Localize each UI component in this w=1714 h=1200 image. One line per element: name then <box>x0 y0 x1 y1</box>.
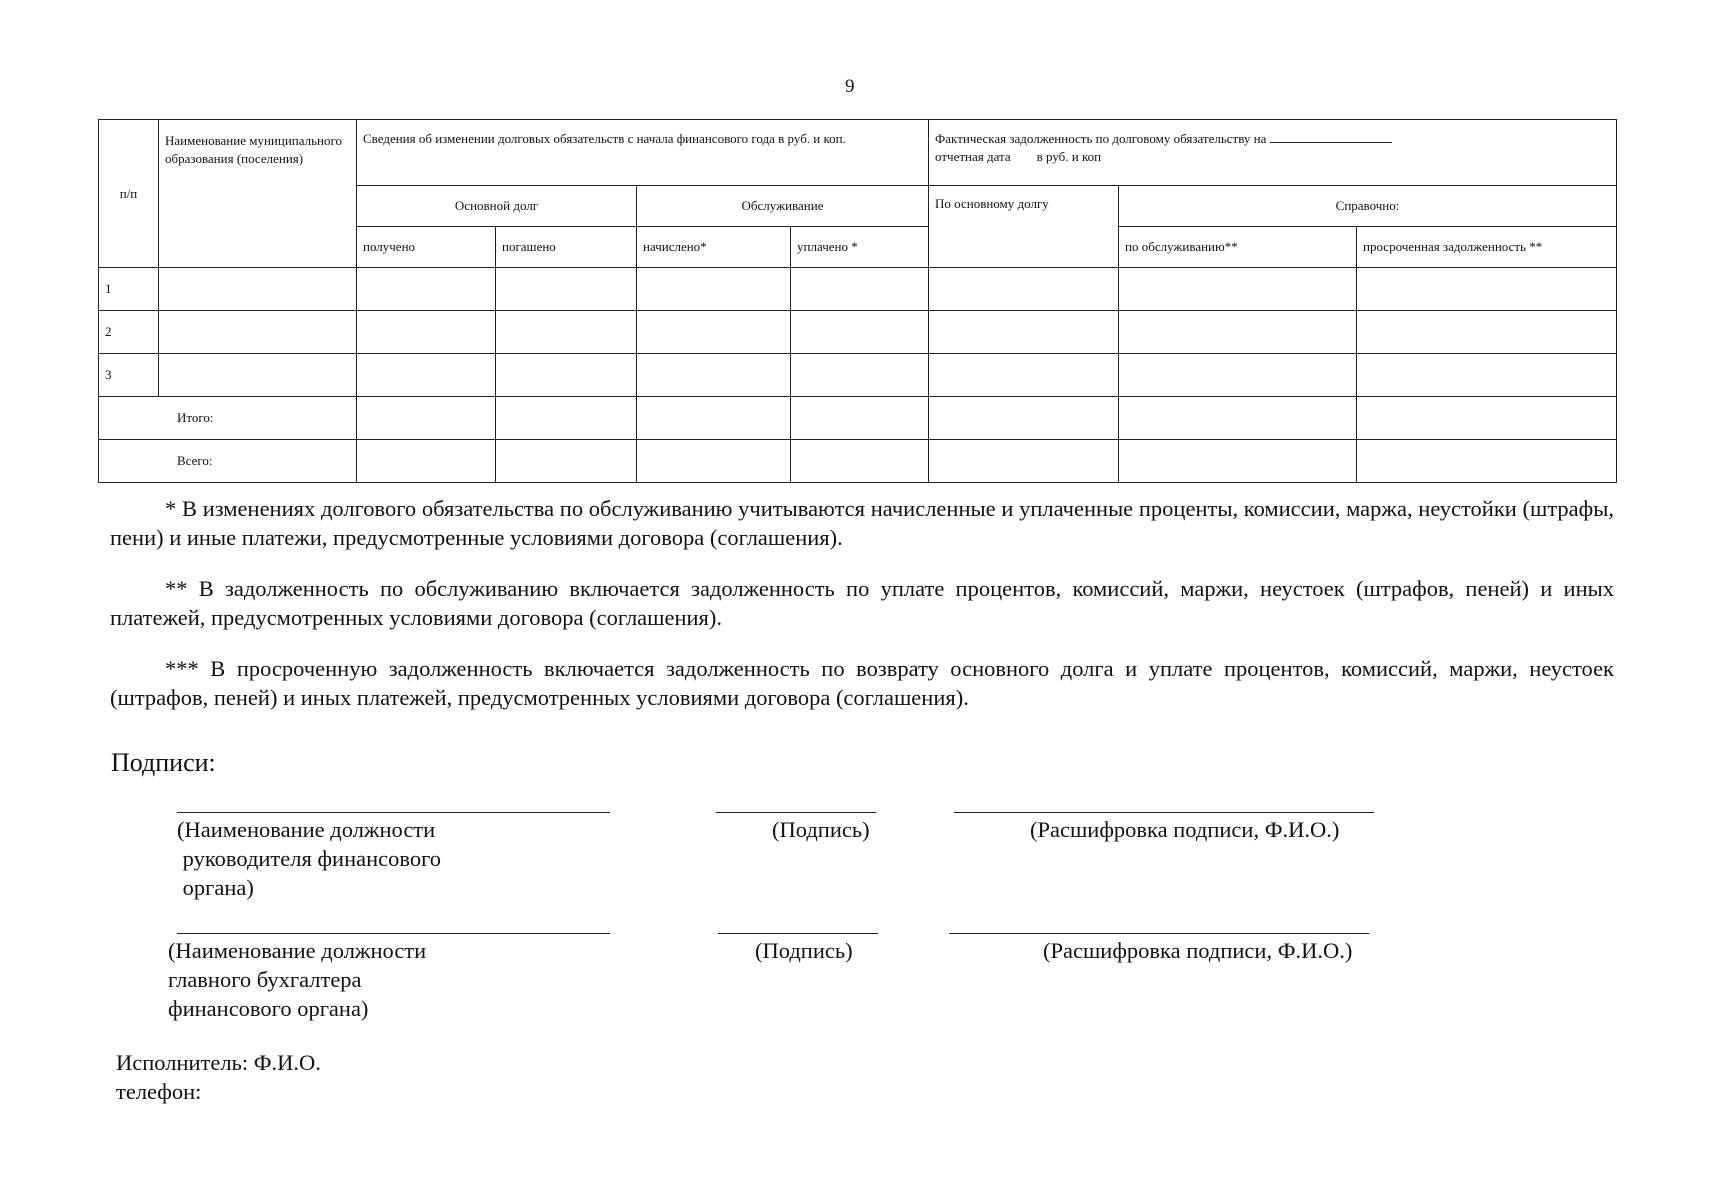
debt-group-header <box>929 120 1617 186</box>
col-name-header: Наименование муниципального образования (поселения) <box>159 120 357 268</box>
date-blank-line <box>1270 130 1392 143</box>
signatures-title: Подписи: <box>111 748 216 777</box>
table-row <box>99 311 1617 354</box>
principal-header: Основной долг <box>357 186 637 227</box>
changes-group-header: Сведения об изменении долговых обязательств с начала финансового года в руб. и коп. <box>357 120 929 186</box>
total-label: Всего: <box>99 440 357 483</box>
head-position-line <box>177 812 610 813</box>
head-signature-label: (Подпись) <box>772 817 870 842</box>
service-header: Обслуживание <box>637 186 929 227</box>
executor-block <box>116 1048 321 1106</box>
subtotal-row <box>99 397 1617 440</box>
footnote-3: *** В просроченную задолженность включается задолженность по возврату основного долга и уплате процентов, комиссий, маржи, неустоек (штрафов, пеней) и иных платежей, предусмотренных условиями договора (соглашения). <box>110 656 1614 710</box>
row-number: 1 <box>99 268 159 311</box>
head-position-label: (Наименование должности руководителя финансового органа) <box>177 817 442 900</box>
received-header: получено <box>357 227 496 268</box>
total-row <box>99 440 1617 483</box>
paid-header: уплачено * <box>791 227 929 268</box>
head-signature-line <box>716 812 876 813</box>
head-decoding-line <box>954 812 1374 813</box>
accountant-signature-line <box>718 933 878 934</box>
reference-header: Справочно: <box>1119 186 1617 227</box>
accountant-decoding-label: (Расшифровка подписи, Ф.И.О.) <box>1043 938 1353 963</box>
footnote-2: ** В задолженность по обслуживанию включается задолженность по уплате процентов, комиссий, маржи, неустоек (штрафов, пеней) и иных платежей, предусмотренных условиями договора (соглашения). <box>110 576 1614 630</box>
head-decoding-label: (Расшифровка подписи, Ф.И.О.) <box>1030 817 1340 842</box>
table-row <box>99 354 1617 397</box>
by-service-header: по обслуживанию** <box>1119 227 1357 268</box>
executor-name-label: Исполнитель: Ф.И.О. <box>116 1050 321 1075</box>
accountant-position-line <box>177 933 610 934</box>
footnotes <box>110 494 1614 734</box>
accountant-decoding-line <box>949 933 1369 934</box>
debt-group-header-line2: отчетная дата в руб. и коп <box>935 148 1102 164</box>
principal-debt-header: По основному долгу <box>929 186 1119 268</box>
accrued-header: начислено* <box>637 227 791 268</box>
row-number: 2 <box>99 311 159 354</box>
debt-table <box>98 119 1616 483</box>
accountant-signature-label: (Подпись) <box>755 938 853 963</box>
overdue-header: просроченная задолженность ** <box>1357 227 1617 268</box>
page-number: 9 <box>845 76 855 97</box>
table-row <box>99 268 1617 311</box>
col-num-header: п/п <box>99 120 159 268</box>
debt-group-header-text: Фактическая задолженность по долговому обязательству на <box>935 131 1267 146</box>
accountant-position-label: (Наименование должности главного бухгалтера финансового органа) <box>168 938 427 1021</box>
subtotal-label: Итого: <box>99 397 357 440</box>
repaid-header: погашено <box>496 227 637 268</box>
footnote-1: * В изменениях долгового обязательства по обслуживанию учитываются начисленные и уплаченные проценты, комиссии, маржа, неустойки (штрафы, пени) и иные платежи, предусмотренные условиями договора (соглашения). <box>110 496 1614 550</box>
row-number: 3 <box>99 354 159 397</box>
executor-phone-label: телефон: <box>116 1079 202 1104</box>
